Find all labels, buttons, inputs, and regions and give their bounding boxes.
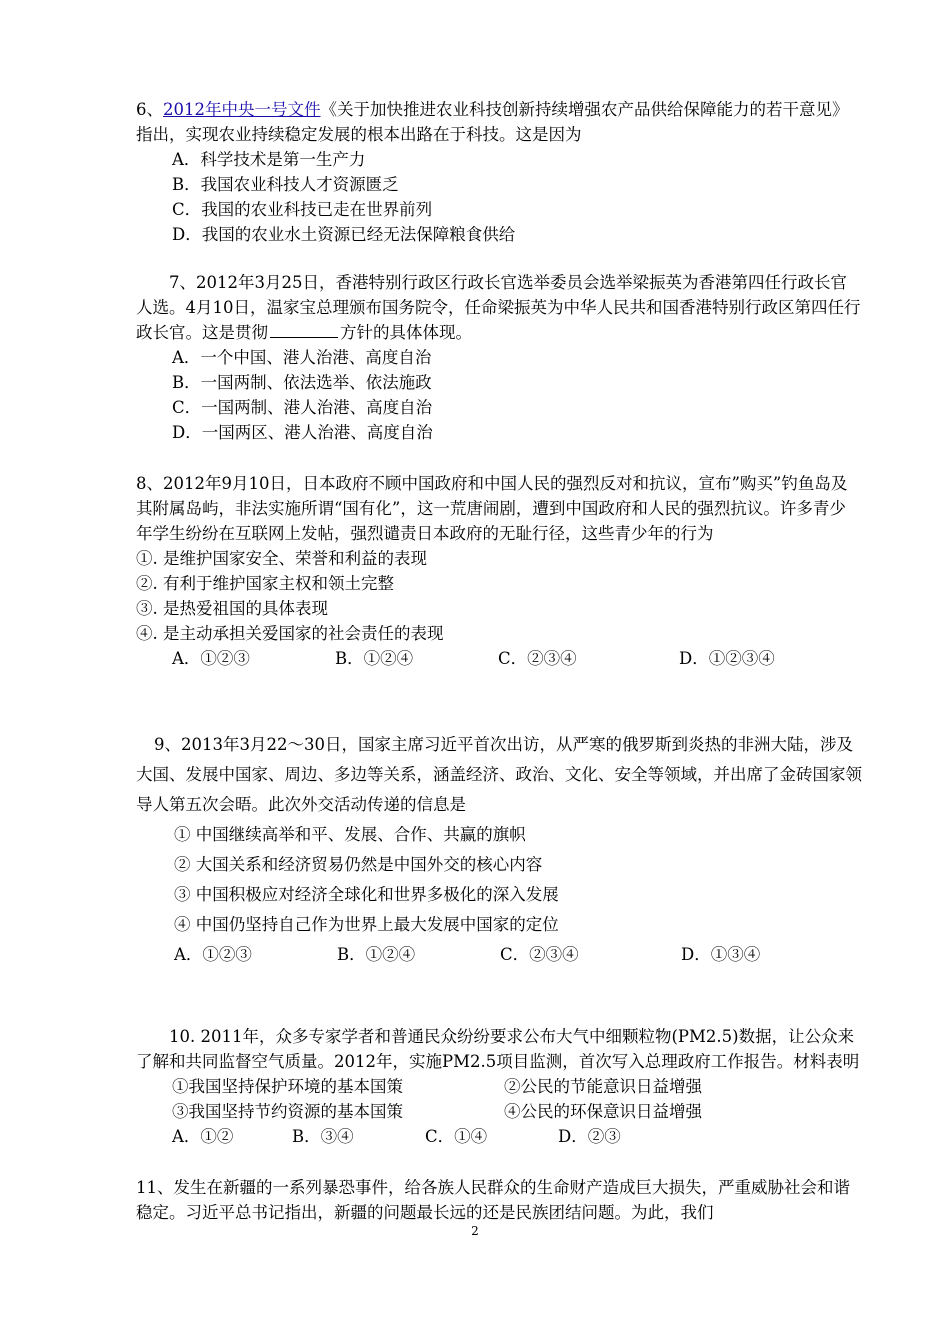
question-number: 6、 [136, 100, 163, 119]
choice-d: D．②③ [558, 1127, 621, 1146]
statement-2: ②公民的节能意识日益增强 [504, 1077, 702, 1096]
statement-2: ② 大国关系和经济贸易仍然是中国外交的核心内容 [174, 855, 543, 874]
statement-1: ①我国坚持保护环境的基本国策 [172, 1077, 403, 1096]
option-d: D．我国的农业水土资源已经无法保障粮食供给 [172, 225, 516, 244]
statement-row-1 [136, 1074, 862, 1099]
question-8-stem: 8、2012年9月10日，日本政府不顾中国政府和中国人民的强烈反对和抗议，宣布”购买”钓鱼岛及其附属岛屿，非法实施所谓“国有化”，这一荒唐闹剧，遭到中国政府和人民的强烈抗议。许多青少年学生纷纷在互联网上发帖，强烈谴责日本政府的无耻行径，这些青少年的行为 [136, 474, 848, 543]
choice-a: A．①②③ [172, 649, 250, 668]
question-8 [136, 471, 862, 671]
statement-1: ① 中国继续高举和平、发展、合作、共赢的旗帜 [174, 825, 526, 844]
answer-choices [136, 940, 862, 970]
answer-choices [136, 1124, 862, 1149]
choice-c: C．②③④ [500, 945, 579, 964]
choice-a: A．①② [172, 1127, 234, 1146]
option-c: C．我国的农业科技已走在世界前列 [172, 200, 433, 219]
statement-1: ①. 是维护国家安全、荣誉和利益的表现 [136, 549, 427, 568]
answer-blank [270, 320, 338, 338]
page-number: 2 [471, 1224, 479, 1238]
option-b: B．一国两制、依法选举、依法施政 [172, 373, 432, 392]
question-9-stem: 9、2013年3月22～30日，国家主席习近平首次出访，从严寒的俄罗斯到炎热的非洲大陆，涉及大国、发展中国家、周边、多边等关系，涵盖经济、政治、文化、安全等领域，并出席了金砖国家领导人第五次会晤。此次外交活动传递的信息是 [136, 735, 862, 814]
question-10-stem: 10. 2011年，众多专家学者和普通民众纷纷要求公布大气中细颗粒物(PM2.5)数据，让公众来了解和共同监督空气质量。2012年，实施PM2.5项目监测，首次写入总理政府工作报告。材料表明 [136, 1027, 860, 1071]
choice-b: B．①②④ [335, 649, 414, 668]
choice-b: B．①②④ [337, 945, 416, 964]
choice-a: A．①②③ [174, 945, 252, 964]
question-11-stem: 11、发生在新疆的一系列暴恐事件，给各族人民群众的生命财产造成巨大损失，严重威胁社会和谐稳定。习近平总书记指出，新疆的问题最长远的还是民族团结问题。为此，我们 [136, 1178, 850, 1222]
question-6-stem-text: 《关于加快推进农业科技创新持续增强农产品供给保障能力的若干意见》指出，实现农业持续稳定发展的根本出路在于科技。这是因为 [136, 100, 849, 144]
statement-4: ④公民的环保意识日益增强 [504, 1102, 702, 1121]
choice-c: C．②③④ [498, 649, 577, 668]
question-6 [136, 97, 862, 247]
question-7-stem-end: 方针的具体体现。 [340, 323, 472, 342]
option-a: A．科学技术是第一生产力 [172, 150, 366, 169]
choice-d: D．①③④ [681, 945, 761, 964]
answer-choices [136, 646, 862, 671]
statement-row-2 [136, 1099, 862, 1124]
statement-3: ③ 中国积极应对经济全球化和世界多极化的深入发展 [174, 885, 559, 904]
option-a: A．一个中国、港人治港、高度自治 [172, 348, 432, 367]
statement-4: ④ 中国仍坚持自己作为世界上最大发展中国家的定位 [174, 915, 559, 934]
option-b: B．我国农业科技人才资源匮乏 [172, 175, 399, 194]
central-document-link[interactable]: 2012年中央一号文件 [163, 100, 321, 119]
choice-d: D．①②③④ [679, 649, 775, 668]
question-7-stem-text: 7、2012年3月25日，香港特别行政区行政长官选举委员会选举梁振英为香港第四任行政长官人选。4月10日，温家宝总理颁布国务院令，任命梁振英为中华人民共和国香港特别行政区第四任行政长官。这是贯彻 [136, 273, 861, 342]
question-11 [136, 1175, 862, 1225]
question-9 [136, 730, 862, 970]
statement-3: ③我国坚持节约资源的基本国策 [172, 1102, 403, 1121]
question-7 [136, 270, 862, 445]
choice-b: B．③④ [292, 1127, 354, 1146]
option-c: C．一国两制、港人治港、高度自治 [172, 398, 433, 417]
statement-3: ③. 是热爱祖国的具体表现 [136, 599, 328, 618]
choice-c: C．①④ [425, 1127, 488, 1146]
statement-4: ④. 是主动承担关爱国家的社会责任的表现 [136, 624, 444, 643]
question-6-stem [136, 97, 862, 147]
option-d: D．一国两区、港人治港、高度自治 [172, 423, 433, 442]
question-7-stem [136, 270, 862, 345]
statement-2: ②. 有利于维护国家主权和领土完整 [136, 574, 394, 593]
question-10 [136, 1024, 862, 1149]
